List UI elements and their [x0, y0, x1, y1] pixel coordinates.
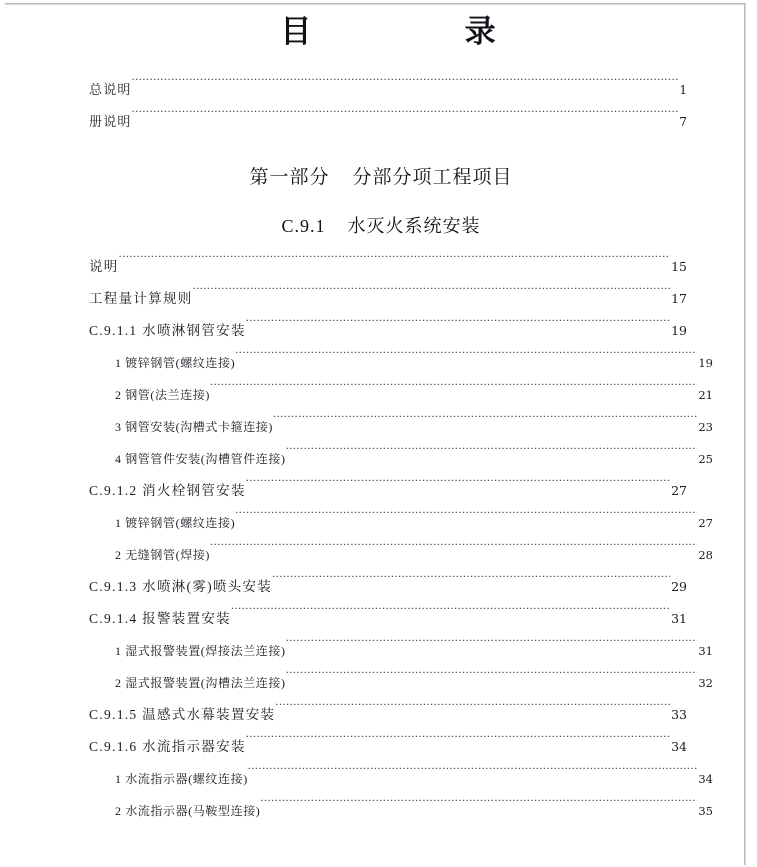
toc-dot-leader	[132, 110, 679, 126]
toc-entry[interactable]	[89, 251, 687, 283]
toc-dot-leader	[272, 575, 670, 591]
toc-entries-list	[89, 251, 713, 827]
toc-entry-page-number: 34	[671, 739, 687, 754]
toc-entry-label: 1 水流指示器(螺纹连接)	[115, 772, 248, 786]
toc-entry[interactable]	[89, 315, 687, 347]
toc-entry[interactable]	[89, 379, 713, 411]
page-title: 目 录	[280, 14, 518, 50]
toc-entry[interactable]	[89, 283, 687, 315]
toc-dot-leader	[246, 479, 670, 495]
toc-entry[interactable]	[89, 507, 713, 539]
toc-entry-label: 1 湿式报警装置(焊接法兰连接)	[115, 644, 286, 658]
toc-dot-leader	[210, 543, 697, 559]
toc-entry-page-number: 35	[698, 804, 713, 818]
toc-dot-leader	[260, 799, 697, 815]
toc-entry[interactable]	[89, 795, 713, 827]
toc-entry-label: 册说明	[89, 114, 132, 129]
toc-entry-page-number: 19	[671, 323, 687, 338]
title-spacer	[89, 48, 687, 74]
toc-dot-leader	[231, 607, 670, 623]
toc-dot-leader	[246, 735, 670, 751]
toc-entry[interactable]	[89, 475, 687, 507]
toc-entry-page-number: 17	[671, 291, 687, 306]
toc-entry[interactable]	[89, 347, 713, 379]
toc-entry[interactable]	[89, 411, 713, 443]
toc-dot-leader	[273, 415, 697, 431]
toc-entry-label: 说明	[89, 259, 119, 274]
toc-entry[interactable]	[89, 635, 713, 667]
toc-entry-page-number: 1	[679, 83, 687, 97]
chapter-heading: C.9.1 水灭火系统安装	[281, 216, 481, 236]
toc-dot-leader	[275, 703, 670, 719]
toc-entry-label: 4 钢管管件安装(沟槽管件连接)	[115, 452, 286, 466]
toc-entry[interactable]	[89, 571, 687, 603]
toc-entry-label: C.9.1.3 水喷淋(雾)喷头安装	[89, 579, 273, 594]
toc-dot-leader	[246, 319, 670, 335]
toc-entry-page-number: 7	[679, 115, 687, 129]
toc-entry[interactable]	[89, 763, 713, 795]
toc-entry-label: 总说明	[89, 82, 132, 97]
toc-entry-page-number: 32	[698, 676, 713, 690]
toc-entry[interactable]	[89, 74, 687, 106]
toc-entry-label: C.9.1.4 报警装置安装	[89, 611, 231, 626]
toc-dot-leader	[286, 447, 698, 463]
toc-entry-page-number: 25	[698, 452, 713, 466]
toc-entry-page-number: 23	[698, 420, 713, 434]
toc-entry-page-number: 34	[698, 772, 713, 786]
toc-entry-page-number: 29	[671, 579, 687, 594]
toc-entry[interactable]	[89, 667, 713, 699]
page-right-border-highlight	[745, 4, 746, 866]
toc-entry[interactable]	[89, 443, 713, 475]
toc-entry-page-number: 27	[671, 483, 687, 498]
toc-entry-page-number: 27	[698, 516, 713, 530]
toc-dot-leader	[235, 351, 697, 367]
toc-dot-leader	[132, 78, 679, 94]
toc-entry-label: 2 钢管(法兰连接)	[115, 388, 210, 402]
toc-entry-page-number: 15	[671, 259, 687, 274]
toc-entry[interactable]	[89, 539, 713, 571]
toc-entry-label: C.9.1.5 温感式水幕装置安装	[89, 707, 276, 722]
toc-entry-label: 1 镀锌钢管(螺纹连接)	[115, 516, 236, 530]
toc-entry[interactable]	[89, 603, 687, 635]
toc-entry-label: C.9.1.6 水流指示器安装	[89, 739, 246, 754]
toc-dot-leader	[248, 767, 698, 783]
toc-entry-page-number: 33	[671, 707, 687, 722]
toc-dot-leader	[286, 671, 698, 687]
toc-entry-page-number: 21	[698, 388, 713, 402]
toc-entry-label: 2 湿式报警装置(沟槽法兰连接)	[115, 676, 286, 690]
toc-entry-label: 工程量计算规则	[89, 291, 193, 306]
toc-entry-label: 2 水流指示器(马鞍型连接)	[115, 804, 261, 818]
toc-dot-leader	[210, 383, 697, 399]
toc-entry-page-number: 28	[698, 548, 713, 562]
toc-entry[interactable]	[89, 699, 687, 731]
toc-entry[interactable]	[89, 731, 687, 763]
toc-entry-page-number: 31	[671, 611, 687, 626]
toc-dot-leader	[193, 287, 670, 303]
toc-entry[interactable]	[89, 106, 687, 138]
toc-dot-leader	[286, 639, 698, 655]
front-matter-list	[89, 74, 687, 138]
toc-entry-label: C.9.1.1 水喷淋钢管安装	[89, 323, 246, 338]
toc-entry-label: C.9.1.2 消火栓钢管安装	[89, 483, 246, 498]
toc-entry-label: 1 镀锌钢管(螺纹连接)	[115, 356, 236, 370]
toc-dot-leader	[235, 511, 697, 527]
toc-entry-label: 3 钢管安装(沟槽式卡箍连接)	[115, 420, 273, 434]
part-heading: 第一部分 分部分项工程项目	[249, 167, 513, 188]
toc-entry-label: 2 无缝钢管(焊接)	[115, 548, 210, 562]
toc-entry-page-number: 19	[698, 356, 713, 370]
toc-dot-leader	[119, 255, 670, 271]
toc-entry-page-number: 31	[698, 644, 713, 658]
